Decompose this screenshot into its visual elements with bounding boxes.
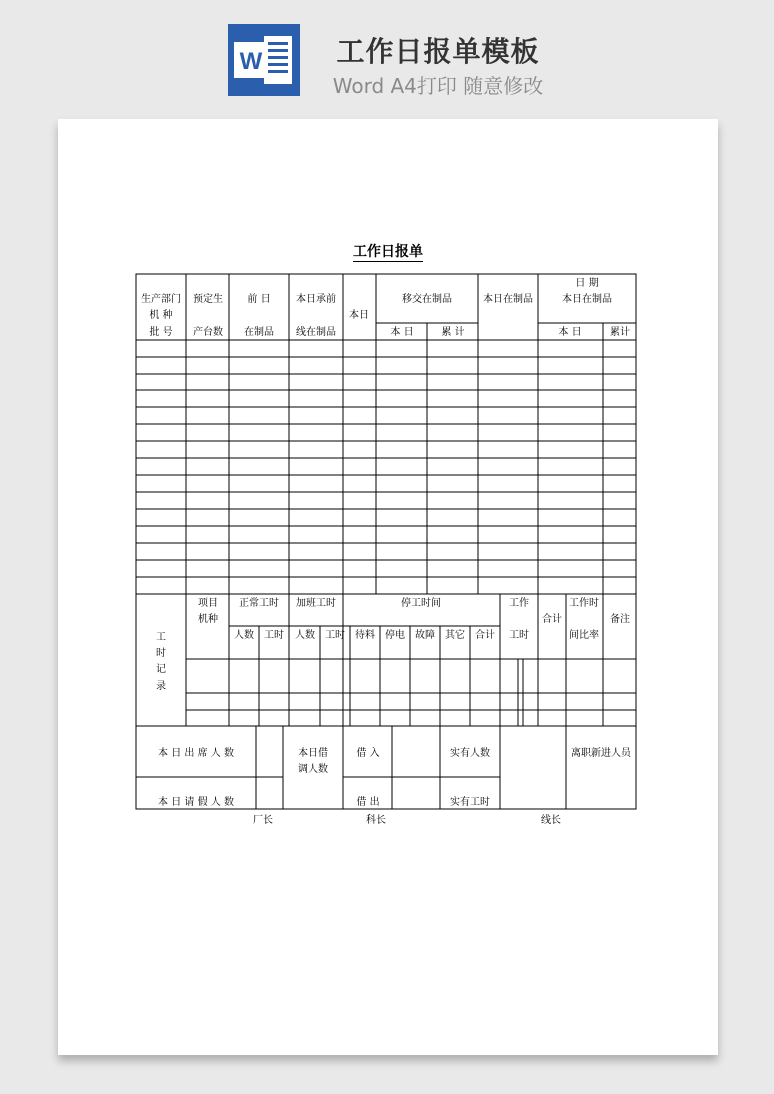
form-label: 合计 — [475, 630, 495, 641]
header-date-total: 累计 — [610, 327, 630, 338]
header-plan: 预定生 — [193, 294, 223, 305]
header-model: 机 种 — [149, 310, 173, 321]
header-transfer-total: 累 计 — [441, 327, 465, 338]
form-label: 机种 — [198, 614, 218, 625]
form-label: 工 — [156, 632, 166, 643]
form-label: 合计 — [542, 614, 562, 625]
form-label: 人数 — [295, 630, 315, 641]
form-label: 停工时间 — [401, 598, 441, 609]
form-label: 间比率 — [569, 630, 599, 641]
signature-factory: 厂长 — [253, 815, 273, 826]
page-subtitle: Word A4打印 随意修改 — [332, 74, 544, 98]
form-label: 工作日报单 — [353, 244, 423, 260]
header-transfer-day: 本 日 — [390, 327, 414, 338]
form-label: 加班工时 — [296, 598, 336, 609]
form-label: 工时 — [325, 630, 345, 641]
form-label: 项目 — [198, 598, 218, 609]
header-date-wip: 本日在制品 — [562, 294, 612, 305]
daily-report-form — [58, 119, 718, 1055]
form-label: 工作 — [509, 598, 529, 609]
header-today: 本日 — [349, 310, 369, 321]
page-header — [0, 0, 774, 110]
header-prev-2: 在制品 — [244, 327, 274, 338]
header-plan-2: 产台数 — [193, 327, 223, 338]
form-label: 借 入 — [356, 748, 380, 759]
form-label: W — [239, 48, 263, 75]
word-document-icon — [228, 24, 300, 96]
signature-line: 线长 — [541, 815, 561, 826]
header-today-wip: 本日在制品 — [483, 294, 533, 305]
form-label: 实有人数 — [450, 748, 490, 759]
form-label: 工作时 — [569, 598, 599, 609]
form-label: 录 — [156, 681, 166, 692]
form-label: 本 日 请 假 人 数 — [158, 797, 234, 808]
form-label: 工时 — [264, 630, 284, 641]
form-label: 时 — [156, 648, 166, 659]
header-prev: 前 日 — [247, 294, 271, 305]
form-label: 本 日 出 席 人 数 — [158, 748, 234, 759]
form-label: 实有工时 — [450, 797, 490, 808]
form-label: 记 — [156, 664, 166, 675]
form-label: 工时 — [509, 630, 529, 641]
page-title: 工作日报单模板 — [336, 35, 540, 68]
header-dept: 生产部门 — [141, 294, 181, 305]
form-label: 故障 — [415, 630, 435, 641]
form-label: 调人数 — [298, 764, 328, 775]
document-page — [58, 119, 718, 1055]
header-carry: 本日承前 — [296, 294, 336, 305]
form-label: 停电 — [385, 630, 405, 641]
signature-section: 科长 — [366, 815, 386, 826]
form-label: 其它 — [445, 630, 465, 641]
header-date-day: 本 日 — [558, 327, 582, 338]
form-label: 本日借 — [298, 748, 328, 759]
form-label: 备注 — [610, 614, 630, 625]
header-batch: 批 号 — [149, 327, 173, 338]
form-label: 借 出 — [356, 797, 380, 808]
form-label: 离职新进人员 — [571, 748, 631, 759]
form-label: 人数 — [234, 630, 254, 641]
form-label: 待料 — [355, 630, 375, 641]
header-date: 日 期 — [575, 278, 599, 289]
header-transfer: 移交在制品 — [402, 294, 452, 305]
header-carry-2: 线在制品 — [296, 327, 336, 338]
form-label: 正常工时 — [239, 598, 279, 609]
